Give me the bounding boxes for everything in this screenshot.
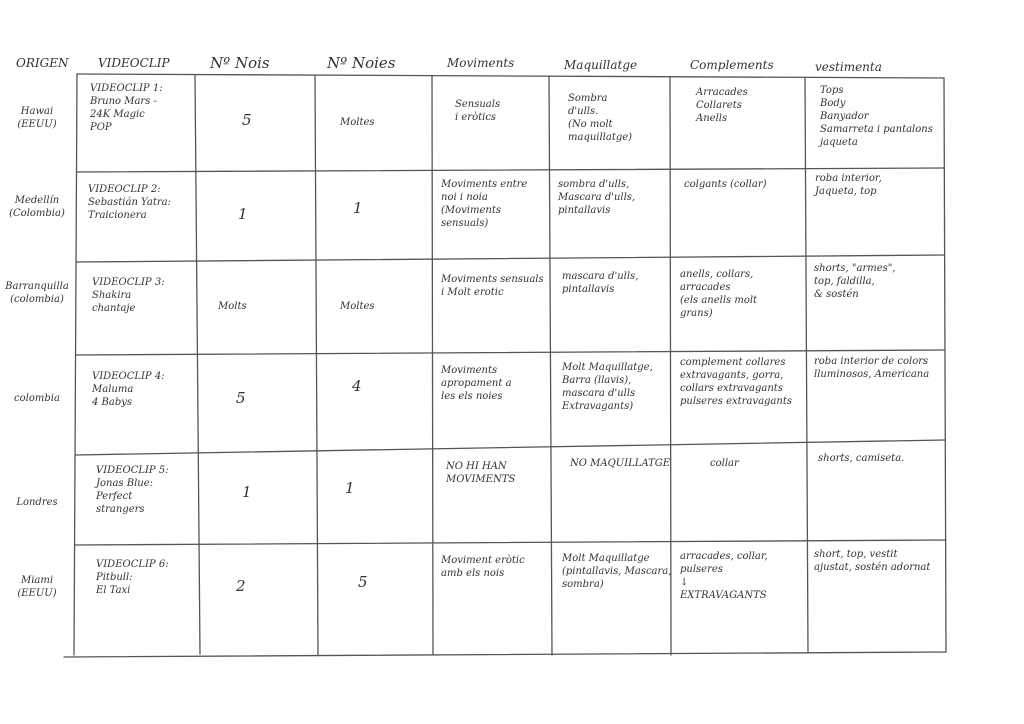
header-complements: Complements: [690, 58, 774, 72]
row2-complements: colgants (collar): [684, 179, 767, 190]
header-vestimenta: vestimenta: [815, 60, 882, 74]
row2-videoclip: VIDEOCLIP 2: Sebastián Yatra: Traicionera: [88, 184, 171, 221]
row2-origen: Medellín (Colombia): [9, 195, 65, 219]
row5-origen: Londres: [16, 497, 58, 508]
row3-origen: Barranquilla (colombia): [5, 281, 69, 305]
row4-noies: 4: [352, 377, 362, 395]
row4-nois: 5: [236, 389, 246, 407]
row1-nois: 5: [242, 111, 252, 129]
row6-videoclip: VIDEOCLIP 6: Pitbull: El Taxi: [96, 559, 169, 596]
row2-vestimenta: roba interior, Jaqueta, top: [815, 173, 882, 197]
header-moviments: Moviments: [447, 56, 515, 70]
row4-origen: colombia: [14, 393, 60, 404]
row5-noies: 1: [345, 479, 355, 497]
row5-nois: 1: [242, 483, 252, 501]
row6-vestimenta: short, top, vestit ajustat, sostén adornat: [814, 549, 931, 573]
row6-maquillatge: Molt Maquillatge (pintallavis, Mascara, sombra): [562, 553, 672, 590]
row3-videoclip: VIDEOCLIP 3: Shakira chantaje: [92, 277, 165, 314]
header-noies: Nº Noies: [327, 54, 396, 72]
row4-moviments: Moviments apropament a les els noies: [441, 365, 512, 402]
row3-moviments: Moviments sensuals i Molt erotic: [441, 274, 544, 298]
header-nois: Nº Nois: [210, 54, 270, 72]
row4-maquillatge: Molt Maquillatge, Barra (llavis), mascara d'ulls Extravagants): [562, 362, 653, 412]
row2-moviments: Moviments entre noi i noia (Moviments sensuals): [441, 179, 528, 229]
row3-complements: anells, collars, arracades (els anells molt grans): [680, 269, 758, 319]
row5-maquillatge: NO MAQUILLATGE: [570, 458, 671, 469]
row1-vestimenta: Tops Body Banyador Samarreta i pantalons jaqueta: [820, 85, 933, 148]
header-maquillatge: Maquillatge: [564, 58, 638, 72]
row6-origen: Miami (EEUU): [17, 575, 57, 599]
row4-videoclip: VIDEOCLIP 4: Maluma 4 Babys: [92, 371, 165, 408]
row1-maquillatge: Sombra d'ulls. (No molt maquillatge): [568, 93, 633, 143]
row5-moviments: NO HI HAN MOVIMENTS: [446, 461, 516, 485]
row1-complements: Arracades Collarets Anells: [696, 87, 748, 124]
header-origen: ORIGEN: [16, 56, 69, 70]
header-videoclip: VIDEOCLIP: [98, 56, 170, 70]
row3-maquillatge: mascara d'ulls, pintallavis: [562, 271, 639, 295]
row6-noies: 5: [358, 573, 368, 591]
row5-complements: collar: [710, 458, 739, 469]
row2-maquillatge: sombra d'ulls, Mascara d'ulls, pintallavis: [558, 179, 636, 216]
row4-vestimenta: roba interior de colors lluminosos, Americana: [814, 356, 930, 380]
row6-complements: arracades, collar, pulseres ↓ EXTRAVAGANTS: [680, 551, 768, 601]
row3-vestimenta: shorts, "armes", top, faldilla, & sostén: [814, 263, 896, 300]
row5-videoclip: VIDEOCLIP 5: Jonas Blue: Perfect strangers: [96, 465, 169, 515]
row6-moviments: Moviment eròtic amb els nois: [441, 555, 525, 579]
row2-nois: 1: [238, 205, 248, 223]
row2-noies: 1: [353, 199, 363, 217]
row1-moviments: Sensuals i eròtics: [455, 99, 501, 123]
row1-videoclip: VIDEOCLIP 1: Bruno Mars - 24K Magic POP: [90, 83, 163, 133]
row1-origen: Hawai (EEUU): [17, 106, 57, 130]
row4-complements: complement collares extravagants, gorra, collars extravagants pulseres extravagants: [680, 357, 792, 407]
row5-vestimenta: shorts, camiseta.: [818, 453, 905, 464]
row6-nois: 2: [236, 577, 246, 595]
row3-nois: Molts: [218, 301, 247, 312]
row3-noies: Moltes: [340, 301, 375, 312]
row1-noies: Moltes: [340, 117, 375, 128]
